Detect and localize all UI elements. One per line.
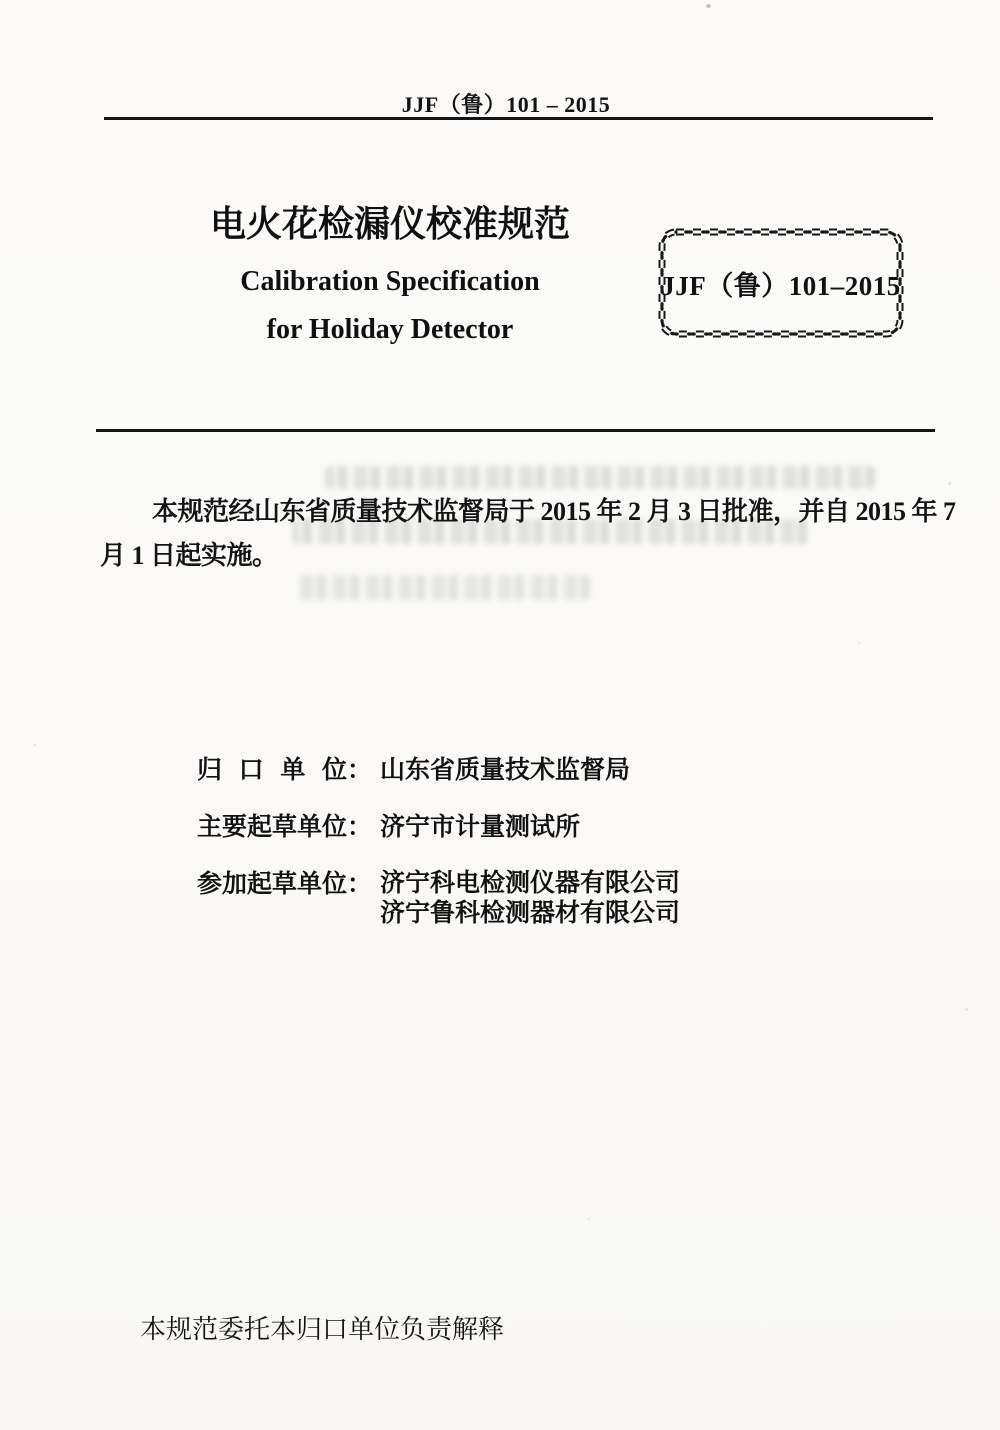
header-spec-code: JJF（鲁）101 – 2015 xyxy=(401,92,611,117)
unit-label: 归口单位 xyxy=(197,756,347,784)
scan-speck xyxy=(858,642,860,644)
unit-row-participants xyxy=(197,868,680,928)
title-block xyxy=(118,203,662,347)
unit-label: 主要起草单位 xyxy=(197,813,348,841)
badge-spec-code: JJF（鲁）101–2015 xyxy=(661,270,901,301)
unit-row-main-drafter xyxy=(197,811,680,843)
unit-value: 济宁市计量测试所 xyxy=(380,813,581,841)
page-title-english-line1: Calibration Specification xyxy=(240,266,540,297)
unit-values xyxy=(380,868,680,928)
scan-speck xyxy=(34,744,36,746)
approval-line-1: 本规范经山东省质量技术监督局于 2015 年 2 月 3 日批准，并自 2015 年 7 xyxy=(152,497,956,526)
drafting-units xyxy=(197,754,680,928)
unit-value: 济宁科电检测仪器有限公司 xyxy=(380,869,681,897)
page-title: 电火花检漏仪校准规范 xyxy=(209,203,570,244)
approval-paragraph xyxy=(100,490,956,578)
unit-colon: ： xyxy=(347,870,373,898)
header-rule xyxy=(104,117,933,120)
unit-value: 济宁鲁科检测器材有限公司 xyxy=(380,899,681,927)
page-title-english-line2: for Holiday Detector xyxy=(266,314,514,345)
spec-code-badge xyxy=(656,226,906,340)
interpretation-note: 本规范委托本归口单位负责解释 xyxy=(140,1315,505,1344)
bleed-through-text xyxy=(298,575,590,600)
scan-speck xyxy=(588,1218,590,1220)
unit-values xyxy=(380,811,580,843)
unit-colon: ： xyxy=(347,756,373,784)
scan-speck xyxy=(965,1008,968,1011)
scan-speck xyxy=(948,482,951,485)
unit-label: 参加起草单位 xyxy=(197,870,348,898)
separator-rule xyxy=(96,429,935,432)
scan-speck xyxy=(706,4,711,8)
unit-row-centralized xyxy=(197,754,680,786)
bleed-through-text xyxy=(325,466,875,489)
unit-values xyxy=(380,754,630,786)
unit-colon: ： xyxy=(347,813,373,841)
approval-line-2: 月 1 日起实施。 xyxy=(100,541,278,570)
unit-value: 山东省质量技术监督局 xyxy=(380,756,631,784)
